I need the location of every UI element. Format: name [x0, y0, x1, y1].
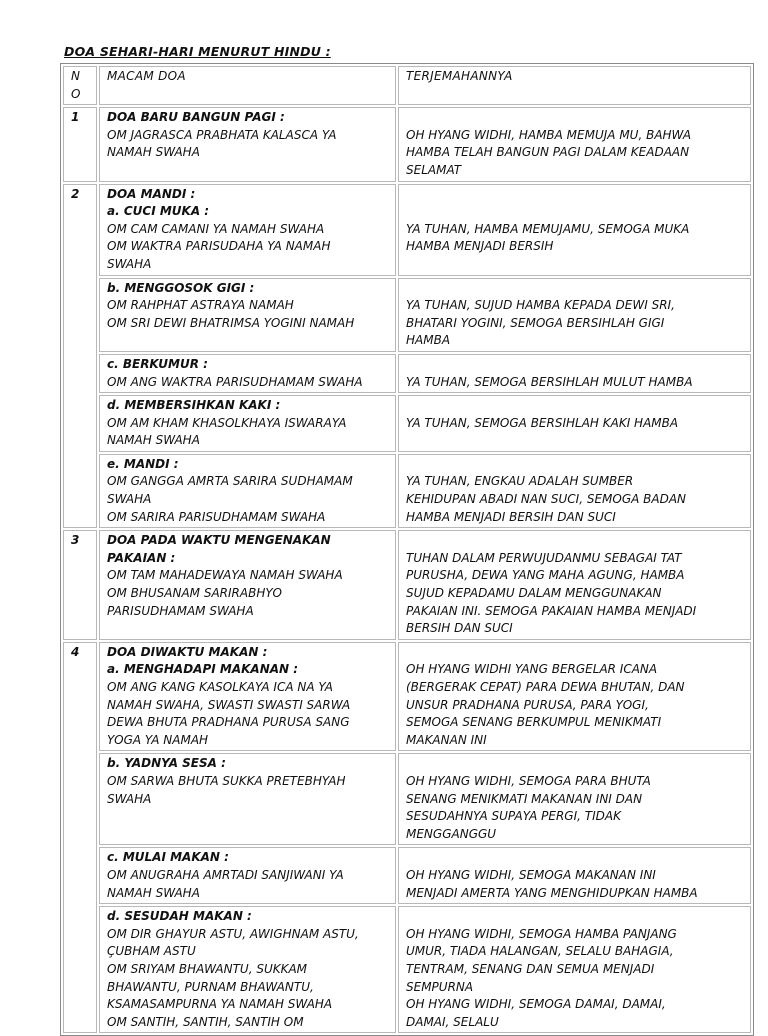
translation-line: BERSIH DAN SUCI	[406, 621, 513, 636]
translation-line: HAMBA	[406, 333, 451, 348]
header-terjemahan: TERJEMAHANNYA	[398, 66, 751, 105]
translation-line: SESUDAHNYA SUPAYA PERGI, TIDAK	[406, 809, 621, 824]
translation-line: SENANG MENIKMATI MAKANAN INI DAN	[406, 791, 643, 806]
translation-cell	[398, 107, 751, 181]
prayer-cell	[99, 753, 396, 845]
translation-line: TENTRAM, SENANG DAN SEMUA MENJADI	[406, 961, 655, 976]
table-row	[63, 395, 751, 452]
mantra-line: OM SRIYAM BHAWANTU, SUKKAM	[107, 961, 308, 976]
prayer-cell	[99, 530, 396, 640]
translation-line: HAMBA MENJADI BERSIH	[406, 239, 554, 254]
mantra-line: NAMAH SWAHA	[107, 885, 200, 900]
prayer-heading: d. MEMBERSIHKAN KAKI :	[107, 398, 281, 413]
row-number: 1	[63, 107, 97, 181]
prayer-heading: c. BERKUMUR :	[107, 356, 208, 371]
prayer-heading: b. MENGGOSOK GIGI :	[107, 280, 255, 295]
mantra-line: NAMAH SWAHA	[107, 145, 200, 160]
mantra-line: OM CAM CAMANI YA NAMAH SWAHA	[107, 221, 325, 236]
prayer-table	[60, 63, 754, 1036]
translation-cell	[398, 354, 751, 393]
page-title: DOA SEHARI-HARI MENURUT HINDU :	[64, 44, 331, 59]
mantra-line: NAMAH SWAHA, SWASTI SWASTI SARWA	[107, 697, 351, 712]
prayer-heading: d. SESUDAH MAKAN :	[107, 909, 252, 924]
prayer-heading: a. CUCI MUKA :	[107, 204, 210, 219]
mantra-line: OM SRI DEWI BHATRIMSA YOGINI NAMAH	[107, 315, 355, 330]
mantra-line: OM ANG KANG KASOLKAYA ICA NA YA	[107, 680, 333, 694]
header-macam-doa: MACAM DOA	[99, 66, 396, 105]
mantra-line: OM RAHPHAT ASTRAYA NAMAH	[107, 298, 294, 313]
mantra-line: SWAHA	[107, 256, 152, 271]
table-header-row	[63, 66, 751, 105]
mantra-line: OM ANUGRAHA AMRTADI SANJIWANI YA	[107, 867, 344, 882]
translation-line: OH HYANG WIDHI, SEMOGA MAKANAN INI	[406, 867, 656, 882]
mantra-line: SWAHA	[107, 492, 152, 507]
header-no-line2: O	[71, 86, 81, 101]
translation-line: YA TUHAN, ENGKAU ADALAH SUMBER	[406, 474, 634, 489]
prayer-cell	[99, 278, 396, 352]
header-no	[63, 66, 97, 105]
translation-cell	[398, 530, 751, 640]
translation-line: YA TUHAN, SEMOGA BERSIHLAH KAKI HAMBA	[406, 415, 679, 430]
translation-line: SUJUD KEPADAMU DALAM MENGGUNAKAN	[406, 586, 662, 601]
table-row	[63, 278, 751, 352]
table-row	[63, 753, 751, 845]
row-number: 3	[63, 530, 97, 640]
prayer-heading: e. MANDI :	[107, 456, 179, 471]
translation-line: SEMOGA SENANG BERKUMPUL MENIKMATI	[406, 715, 662, 730]
translation-cell	[398, 395, 751, 452]
table-row	[63, 906, 751, 1033]
mantra-line: OM SANTIH, SANTIH, SANTIH OM	[107, 1014, 304, 1029]
translation-line: UMUR, TIADA HALANGAN, SELALU BAHAGIA,	[406, 944, 674, 959]
translation-line: MENGGANGGU	[406, 826, 497, 841]
translation-line: OH HYANG WIDHI, SEMOGA PARA BHUTA	[406, 773, 651, 788]
table-row	[63, 847, 751, 904]
translation-line: HAMBA MENJADI BERSIH DAN SUCI	[406, 509, 616, 524]
translation-line: YA TUHAN, SUJUD HAMBA KEPADA DEWI SRI,	[406, 298, 675, 313]
table-row	[63, 530, 751, 640]
mantra-line: OM SARWA BHUTA SUKKA PRETEBHYAH	[107, 773, 346, 788]
prayer-heading: c. MULAI MAKAN :	[107, 850, 229, 865]
prayer-heading: PAKAIAN :	[107, 550, 176, 565]
translation-line: PURUSHA, DEWA YANG MAHA AGUNG, HAMBA	[406, 568, 685, 583]
mantra-line: OM TAM MAHADEWAYA NAMAH SWAHA	[107, 568, 343, 583]
translation-cell	[398, 847, 751, 904]
translation-line: OH HYANG WIDHI YANG BERGELAR ICANA	[406, 662, 658, 677]
prayer-cell	[99, 906, 396, 1033]
translation-line: OH HYANG WIDHI, SEMOGA DAMAI, DAMAI,	[406, 997, 666, 1012]
prayer-cell	[99, 107, 396, 181]
translation-line: YA TUHAN, HAMBA MEMUJAMU, SEMOGA MUKA	[406, 221, 690, 236]
mantra-line: OM SARIRA PARISUDHAMAM SWAHA	[107, 509, 326, 524]
table-row	[63, 454, 751, 528]
translation-line: YA TUHAN, SEMOGA BERSIHLAH MULUT HAMBA	[406, 374, 693, 389]
translation-line: OH HYANG WIDHI, HAMBA MEMUJA MU, BAHWA	[406, 127, 692, 142]
mantra-line: OM WAKTRA PARISUDAHA YA NAMAH	[107, 239, 331, 254]
mantra-line: ÇUBHAM ASTU	[107, 944, 196, 959]
mantra-line: NAMAH SWAHA	[107, 433, 200, 448]
group-heading: DOA DIWAKTU MAKAN :	[107, 644, 268, 659]
table-row	[63, 107, 751, 181]
translation-cell	[398, 184, 751, 276]
translation-line: PAKAIAN INI. SEMOGA PAKAIAN HAMBA MENJADI	[406, 603, 697, 618]
mantra-line: OM AM KHAM KHASOLKHAYA ISWARAYA	[107, 415, 347, 430]
prayer-cell	[99, 184, 396, 276]
translation-line: OH HYANG WIDHI, SEMOGA HAMBA PANJANG	[406, 926, 677, 941]
prayer-cell	[99, 354, 396, 393]
mantra-line: KSAMASAMPURNA YA NAMAH SWAHA	[107, 997, 333, 1012]
table-row	[63, 184, 751, 276]
translation-line: TUHAN DALAM PERWUJUDANMU SEBAGAI TAT	[406, 550, 682, 565]
group-heading: DOA MANDI :	[107, 186, 196, 201]
translation-line: BHATARI YOGINI, SEMOGA BERSIHLAH GIGI	[406, 315, 665, 330]
mantra-line: OM GANGGA AMRTA SARIRA SUDHAMAM	[107, 474, 353, 489]
translation-line: SEMPURNA	[406, 979, 474, 994]
translation-line: MAKANAN INI	[406, 732, 487, 747]
prayer-heading: DOA PADA WAKTU MENGENAKAN	[107, 533, 331, 548]
prayer-heading: b. YADNYA SESA :	[107, 756, 226, 771]
mantra-line: OM ANG WAKTRA PARISUDHAMAM SWAHA	[107, 374, 363, 389]
table-row	[63, 642, 751, 752]
mantra-line: OM JAGRASCA PRABHATA KALASCA YA	[107, 127, 337, 142]
prayer-cell	[99, 454, 396, 528]
translation-cell	[398, 906, 751, 1033]
mantra-line: DEWA BHUTA PRADHANA PURUSA SANG	[107, 715, 350, 730]
mantra-line: OM BHUSANAM SARIRABHYO	[107, 586, 282, 601]
header-no-line1: N	[71, 69, 81, 83]
table-row	[63, 354, 751, 393]
translation-line: (BERGERAK CEPAT) PARA DEWA BHUTAN, DAN	[406, 680, 685, 694]
translation-cell	[398, 753, 751, 845]
mantra-line: YOGA YA NAMAH	[107, 732, 209, 747]
prayer-heading: a. MENGHADAPI MAKANAN :	[107, 662, 299, 677]
mantra-line: OM DIR GHAYUR ASTU, AWIGHNAM ASTU,	[107, 926, 359, 941]
translation-line: HAMBA TELAH BANGUN PAGI DALAM KEADAAN	[406, 145, 690, 160]
translation-cell	[398, 278, 751, 352]
mantra-line: PARISUDHAMAM SWAHA	[107, 603, 254, 618]
prayer-cell	[99, 395, 396, 452]
row-number: 2	[63, 184, 97, 529]
row-number: 4	[63, 642, 97, 1033]
translation-cell	[398, 454, 751, 528]
translation-line: DAMAI, SELALU	[406, 1014, 499, 1029]
translation-cell	[398, 642, 751, 752]
mantra-line: SWAHA	[107, 791, 152, 806]
translation-line: KEHIDUPAN ABADI NAN SUCI, SEMOGA BADAN	[406, 492, 687, 507]
prayer-heading: DOA BARU BANGUN PAGI :	[107, 110, 285, 125]
mantra-line: BHAWANTU, PURNAM BHAWANTU,	[107, 979, 314, 994]
prayer-cell	[99, 847, 396, 904]
translation-line: MENJADI AMERTA YANG MENGHIDUPKAN HAMBA	[406, 885, 698, 900]
translation-line: UNSUR PRADHANA PURUSA, PARA YOGI,	[406, 697, 649, 712]
prayer-cell	[99, 642, 396, 752]
translation-line: SELAMAT	[406, 162, 462, 177]
